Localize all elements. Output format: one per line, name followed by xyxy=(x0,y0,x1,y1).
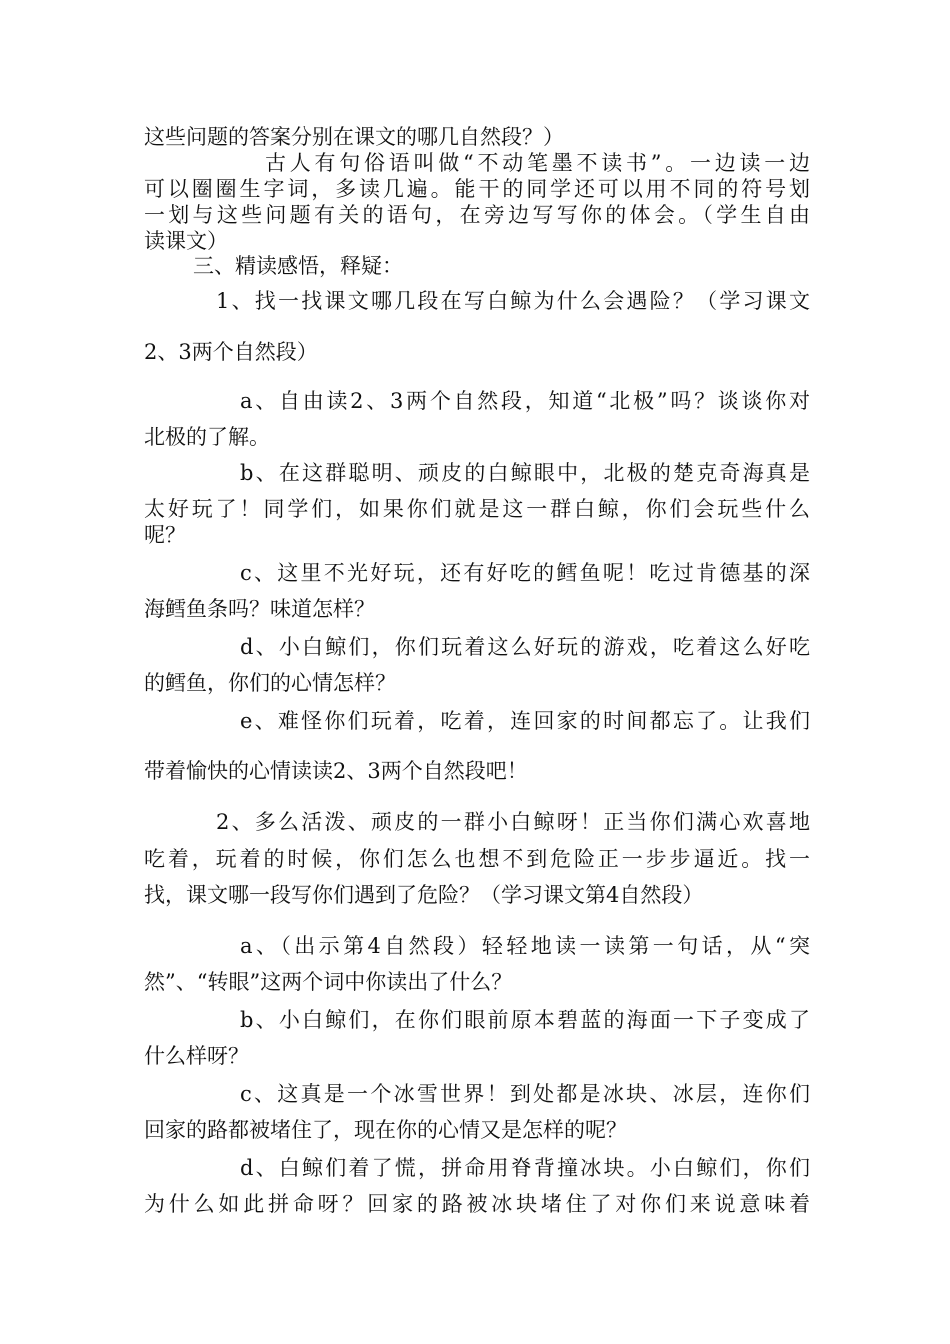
text-line: d、白鲸们着了慌，拼命用脊背撞冰块。小白鲸们，你们 xyxy=(240,1156,810,1180)
text-line: c、这真是一个冰雪世界！到处都是冰块、冰层，连你们 xyxy=(240,1082,810,1106)
text-line: e、难怪你们玩着，吃着，连回家的时间都忘了。让我们 xyxy=(240,709,810,733)
text-line: a、（出示第4自然段）轻轻地读一读第一句话，从“突 xyxy=(240,934,810,958)
text-line: 找，课文哪一段写你们遇到了危险？（学习课文第4自然段） xyxy=(144,883,704,907)
text-line: 可以圈圈生字词，多读几遍。能干的同学还可以用不同的符号划 xyxy=(144,177,810,201)
text-line: a、自由读2、3两个自然段，知道“北极”吗？谈谈你对 xyxy=(240,389,810,413)
text-line: 呢？ xyxy=(144,523,186,547)
text-line: 为什么如此拼命呀？回家的路被冰块堵住了对你们来说意味着 xyxy=(144,1192,810,1216)
text-line: 这些问题的答案分别在课文的哪几自然段？） xyxy=(144,125,564,149)
text-line: 古人有句俗语叫做“不动笔墨不读书”。一边读一边 xyxy=(265,151,810,175)
text-line: d、小白鲸们，你们玩着这么好玩的游戏，吃着这么好吃 xyxy=(240,635,810,659)
text-line: b、在这群聪明、顽皮的白鲸眼中，北极的楚克奇海真是 xyxy=(240,461,810,485)
text-line: 一划与这些问题有关的语句，在旁边写写你的体会。（学生自由 xyxy=(144,203,810,227)
text-line: 什么样呀？ xyxy=(144,1044,249,1068)
text-line: 2、3两个自然段） xyxy=(144,340,318,364)
text-line: 带着愉快的心情读读2、3两个自然段吧！ xyxy=(144,759,528,783)
text-line: 回家的路都被堵住了，现在你的心情又是怎样的呢？ xyxy=(144,1118,627,1142)
text-line: c、这里不光好玩，还有好吃的鳕鱼呢！吃过肯德基的深 xyxy=(240,561,810,585)
text-line: 海鳕鱼条吗？味道怎样？ xyxy=(144,597,375,621)
text-line: 1、找一找课文哪几段在写白鲸为什么会遇险？（学习课文 xyxy=(216,289,810,313)
text-line: 读课文） xyxy=(144,229,228,253)
text-line: 的鳕鱼，你们的心情怎样？ xyxy=(144,671,396,695)
text-line: 太好玩了！同学们，如果你们就是这一群白鲸，你们会玩些什么 xyxy=(144,497,810,521)
text-line: b、小白鲸们，在你们眼前原本碧蓝的海面一下子变成了 xyxy=(240,1008,810,1032)
section-heading: 三、精读感悟，释疑： xyxy=(193,254,403,278)
text-line: 北极的了解。 xyxy=(144,425,270,449)
text-line: 吃着，玩着的时候，你们怎么也想不到危险正一步步逼近。找一 xyxy=(144,847,810,871)
text-line: 2、多么活泼、顽皮的一群小白鲸呀！正当你们满心欢喜地 xyxy=(216,810,810,834)
text-line: 然”、“转眼”这两个词中你读出了什么？ xyxy=(144,970,513,994)
